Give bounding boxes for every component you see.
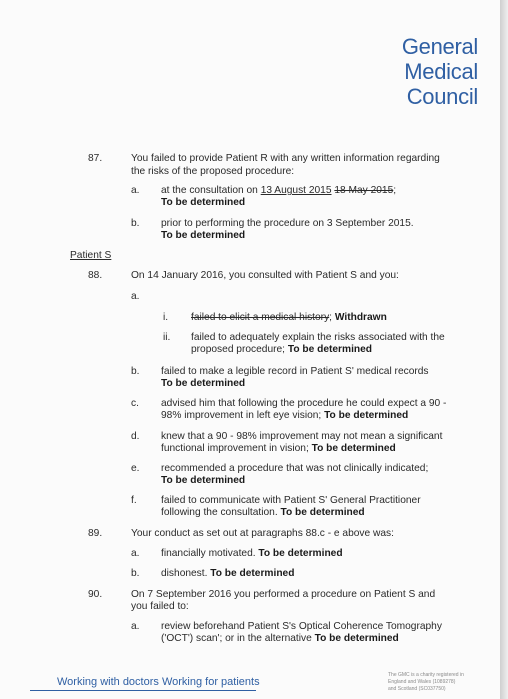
para-90-number: 90.: [88, 589, 103, 600]
gmc-logo: [402, 34, 478, 109]
para-90-line-1: On 7 September 2016 you performed a procedure on Patient S and: [131, 589, 436, 600]
para-88d-status: To be determined: [311, 443, 396, 454]
para-90a-line-2: [161, 633, 399, 645]
para-88e-label: e.: [131, 463, 140, 474]
footer-rule: [30, 690, 256, 691]
para-87-line-1: You failed to provide Patient R with any written information regarding: [131, 153, 440, 164]
para-89a-label: a.: [131, 548, 140, 559]
para-87a-post: ;: [393, 185, 397, 196]
para-88d-line-2-text: functional improvement in vision;: [161, 443, 312, 454]
para-88f-line-1: failed to communicate with Patient S' General Practitioner: [161, 495, 421, 506]
para-87-number: 87.: [88, 153, 103, 164]
para-87a-inserted-date: 13 August 2015: [260, 185, 332, 196]
para-88f-status: To be determined: [280, 507, 365, 518]
para-87a-text: [161, 185, 396, 197]
para-88a-i-label: i.: [163, 312, 169, 323]
para-89b-text: [161, 568, 294, 580]
para-87-line-2: the risks of the proposed procedure:: [131, 166, 295, 177]
para-89b-text-body: dishonest.: [161, 568, 211, 579]
para-88c-line-1: advised him that following the procedure he could expect a 90 -: [161, 398, 447, 409]
para-88a-ii-line-1: failed to adequately explain the risks associated with the: [191, 332, 445, 343]
logo-line-1: General: [401, 34, 478, 59]
para-90a-line-1: review beforehand Patient S's Optical Coherence Tomography: [161, 621, 442, 632]
para-88a-i-deleted: failed to elicit a medical history: [191, 312, 330, 323]
para-88f-line-2-text: following the consultation.: [161, 507, 281, 518]
footer-legal-line-2: England and Wales (1089278): [388, 679, 456, 685]
para-88a-label: a.: [131, 291, 140, 302]
para-87b-text: prior to performing the procedure on 3 September 2015.: [161, 218, 414, 229]
para-90a-status: To be determined: [314, 633, 399, 644]
logo-line-3: Council: [406, 84, 478, 109]
para-88a-ii-line-2: [191, 344, 372, 356]
para-87a-label: a.: [131, 185, 140, 196]
section-title: Patient S: [70, 250, 112, 261]
para-88b-line-1: failed to make a legible record in Patient S' medical records: [161, 366, 429, 377]
para-87b-status: To be determined: [161, 230, 246, 241]
para-88c-line-2-text: 98% improvement in left eye vision;: [161, 410, 325, 421]
para-88d-line-2: [161, 443, 396, 455]
para-90a-label: a.: [131, 621, 140, 632]
para-88b-label: b.: [131, 366, 140, 377]
para-88-number: 88.: [88, 270, 103, 281]
para-89a-text-body: financially motivated.: [161, 548, 259, 559]
para-89a-status: To be determined: [258, 548, 343, 559]
footer-legal-line-1: The GMC is a charity registered in: [388, 672, 464, 678]
para-88d-label: d.: [131, 431, 140, 442]
para-89b-label: b.: [131, 568, 140, 579]
para-88e-status: To be determined: [161, 475, 246, 486]
para-88c-status: To be determined: [324, 410, 409, 421]
para-89-line-1: Your conduct as set out at paragraphs 88.c - e above was:: [131, 528, 394, 539]
footer-legal: [388, 672, 488, 693]
para-90a-line-2-text: ('OCT') scan'; or in the alternative: [161, 633, 315, 644]
para-88a-i-post: ;: [329, 312, 335, 323]
para-88f-line-2: [161, 507, 365, 519]
para-88b-status: To be determined: [161, 378, 246, 389]
page-edge: [500, 0, 508, 699]
para-88c-line-2: [161, 410, 408, 422]
logo-line-2: Medical: [404, 59, 478, 84]
para-88a-ii-label: ii.: [163, 332, 171, 343]
para-89-number: 89.: [88, 528, 103, 539]
para-87a-status: To be determined: [161, 197, 246, 208]
para-88f-label: f.: [131, 495, 137, 506]
para-89a-text: [161, 548, 343, 560]
para-88a-i-text: [191, 312, 387, 324]
para-87a-deleted-date: 18 May 2015: [334, 185, 394, 196]
para-90-line-2: you failed to:: [131, 601, 189, 612]
para-88a-i-status: Withdrawn: [334, 312, 387, 323]
para-87a-pre: at the consultation on: [161, 185, 261, 196]
para-89b-status: To be determined: [210, 568, 295, 579]
para-88e-line-1: recommended a procedure that was not clinically indicated;: [161, 463, 429, 474]
para-88a-ii-line-2-text: proposed procedure;: [191, 344, 288, 355]
para-88a-ii-status: To be determined: [287, 344, 373, 355]
para-88d-line-1: knew that a 90 - 98% improvement may not mean a significant: [161, 431, 443, 442]
para-88-line-1: On 14 January 2016, you consulted with Patient S and you:: [131, 270, 399, 281]
footer-legal-line-3: and Scotland (SC037750): [388, 686, 446, 692]
para-88c-label: c.: [131, 398, 139, 409]
footer-tagline: Working with doctors Working for patients: [57, 676, 260, 688]
para-87b-label: b.: [131, 218, 140, 229]
